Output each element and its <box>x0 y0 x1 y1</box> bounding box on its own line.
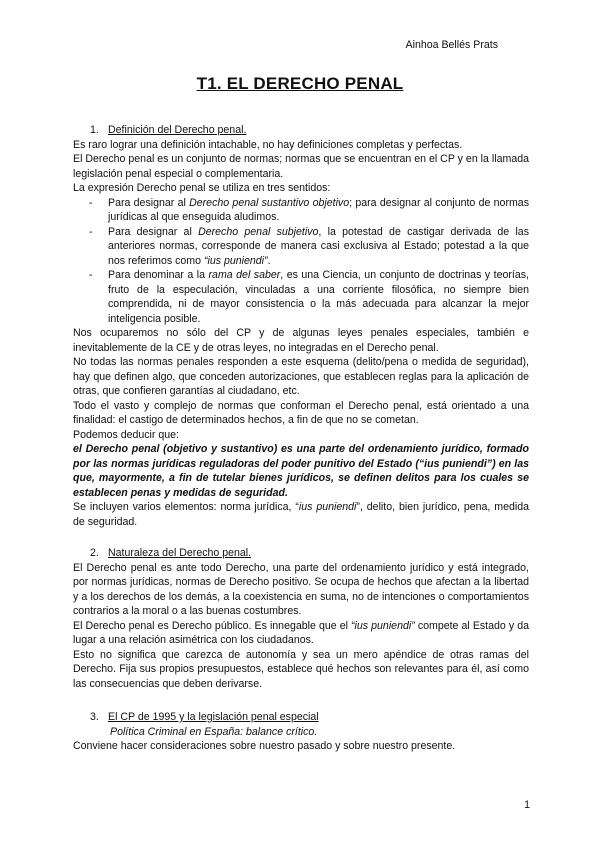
paragraph: Es raro lograr una definición intachable, no hay definiciones completas y perfectas. <box>73 138 463 151</box>
section-definicion <box>73 123 529 529</box>
section-heading-text: El CP de 1995 y la legislación penal especial <box>108 711 319 723</box>
section-heading <box>73 710 529 725</box>
paragraph: El Derecho penal es ante todo Derecho, una parte del ordenamiento jurídico y está integrado, por normas jurídicas, normas de Derecho positivo. Se ocupa de hechos que afectan a la libertad y a los derechos de los demás, a la coexistencia en suma, no de intenciones o comportamientos contrarios a la moral o a las buenas costumbres. <box>73 561 529 617</box>
definition-paragraph: el Derecho penal (objetivo y sustantivo) es una parte del ordenamiento jurídico, formado por las normas jurídicas reguladoras del poder punitivo del Estado (“ius puniendi”) en las que, mayormente, a fin de tutelar bienes jurídicos, se definen delitos para los cuales se establecen penas y medidas de seguridad. <box>73 443 529 499</box>
paragraph: El Derecho penal es Derecho público. Es innegable que el “ius puniendi” compete al Estado y da lugar a una relación asimétrica con los ciudadanos. <box>73 619 530 646</box>
meanings-list <box>73 196 529 327</box>
paragraph: El Derecho penal es un conjunto de normas; normas que se encuentran en el CP y en la llamada legislación penal especial o complementaria. <box>73 153 529 180</box>
section-heading <box>73 123 529 138</box>
list-item: - Para designar al Derecho penal sustantivo objetivo; para designar al conjunto de normas jurídicas al que enseguida aludimos. <box>73 196 529 225</box>
section-number: 2. <box>90 547 99 559</box>
paragraph: Nos ocuparemos no sólo del CP y de algunas leyes penales especiales, también e inevitablemente de la CE y de otras leyes, no integradas en el Derecho penal. <box>73 327 529 354</box>
author-name: Ainhoa Bellés Prats <box>405 39 498 51</box>
section-number: 1. <box>90 124 99 136</box>
section-heading-text: Naturaleza del Derecho penal. <box>108 547 252 559</box>
paragraph: No todas las normas penales responden a este esquema (delito/pena o medida de seguridad), hay que definen algo, que conceden autorizaciones, que establecen reglas para la aplicación de otras, que confieren garantías al ciudadano, etc. <box>73 356 529 397</box>
paragraph: La expresión Derecho penal se utiliza en tres sentidos: <box>73 182 331 194</box>
paragraph: Conviene hacer consideraciones sobre nuestro pasado y sobre nuestro presente. <box>73 740 456 752</box>
page-title: T1. EL DERECHO PENAL <box>196 74 404 93</box>
list-item: - Para designar al Derecho penal subjetivo, la potestad de castigar derivada de las anteriores normas, corresponde de manera casi exclusiva al Estado; potestad a la que nos referimos como “ius puniendi”. <box>73 225 529 269</box>
section-number: 3. <box>90 711 99 723</box>
section-cp-1995 <box>73 710 529 754</box>
subheading: Política Criminal en España: balance crítico. <box>110 725 318 738</box>
section-heading-text: Definición del Derecho penal. <box>108 124 247 136</box>
paragraph: Podemos deducir que: <box>73 428 180 441</box>
paragraph: Se incluyen varios elementos: norma jurídica, “ius puniendi”, delito, bien jurídico, pena, medida de seguridad. <box>73 501 530 528</box>
list-item: - Para denominar a la rama del saber, es una Ciencia, un conjunto de doctrinas y teorías, fruto de la especulación, vinculadas a una corriente filosófica, no siempre bien comprendida, ni de mayor consistencia o la más adecuada para alcanzar la mejor inteligencia posible. <box>73 268 529 326</box>
section-heading <box>73 546 529 561</box>
paragraph: Esto no significa que carezca de autonomía y sea un mero apéndice de otras ramas del Derecho. Fija sus propios presupuestos, establece qué hechos son relevantes para él, así como las consecuencias que deben derivarse. <box>73 648 529 690</box>
page-number: 1 <box>524 799 530 811</box>
section-naturaleza <box>73 546 529 691</box>
paragraph: Todo el vasto y complejo de normas que conforman el Derecho penal, está orientado a una finalidad: el castigo de determinados hechos, a fin de que no se cometan. <box>73 399 529 426</box>
